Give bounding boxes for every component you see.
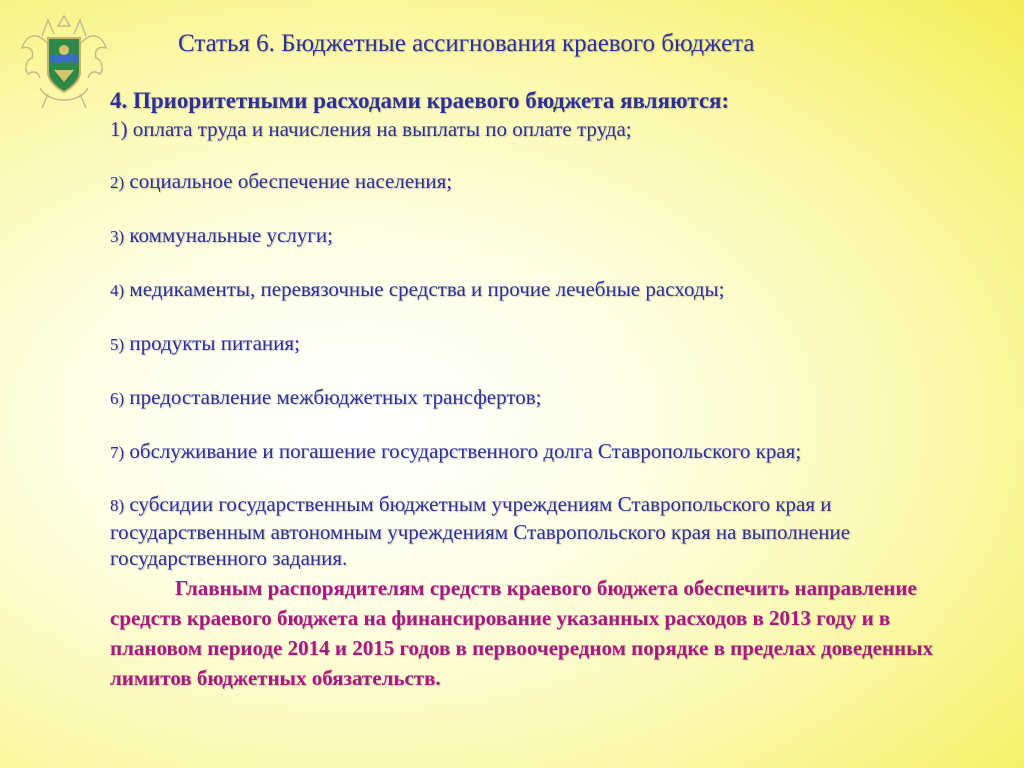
item-number: 1) <box>110 117 128 141</box>
item-text: субсидии государственным бюджетным учреждениям Ставропольского края и государственным автономным учреждениям Ставропольского края на выполнение государственного задания. <box>110 492 851 570</box>
item-text: оплата труда и начисления на выплаты по оплате труда; <box>127 117 632 141</box>
list-item <box>110 116 970 142</box>
list-item <box>110 491 970 571</box>
item-text: продукты питания; <box>124 331 300 355</box>
list-item <box>110 276 970 304</box>
list-item <box>110 222 970 250</box>
item-number: 3) <box>110 227 125 246</box>
section-heading: 4. Приоритетными расходами краевого бюджета являются: <box>110 88 730 113</box>
item-text: коммунальные услуги; <box>124 223 333 247</box>
item-number: 6) <box>110 389 125 408</box>
item-number: 4) <box>110 281 125 300</box>
item-text: медикаменты, перевязочные средства и прочие лечебные расходы; <box>124 277 725 301</box>
item-text: обслуживание и погашение государственного долга Ставропольского края; <box>124 439 802 463</box>
list-item <box>110 330 970 358</box>
item-number: 8) <box>110 496 125 515</box>
directive-paragraph: Главным распорядителям средств краевого бюджета обеспечить направление средств краевого бюджета на финансирование указанных расходов в 2013 году и в плановом периоде 2014 и 2015 годов в первоочередном порядке в пределах доведенных лимитов бюджетных обязательств. <box>110 576 933 690</box>
slide-title: Статья 6. Бюджетные ассигнования краевого бюджета <box>178 30 755 57</box>
coat-of-arms-icon <box>18 14 110 110</box>
item-number: 7) <box>110 443 125 462</box>
item-number: 2) <box>110 173 125 192</box>
list-item <box>110 168 970 196</box>
article-body <box>110 86 970 693</box>
list-item <box>110 438 970 466</box>
item-number: 5) <box>110 335 125 354</box>
item-text: предоставление межбюджетных трансфертов; <box>124 385 542 409</box>
item-text: социальное обеспечение населения; <box>124 169 453 193</box>
list-item <box>110 384 970 412</box>
